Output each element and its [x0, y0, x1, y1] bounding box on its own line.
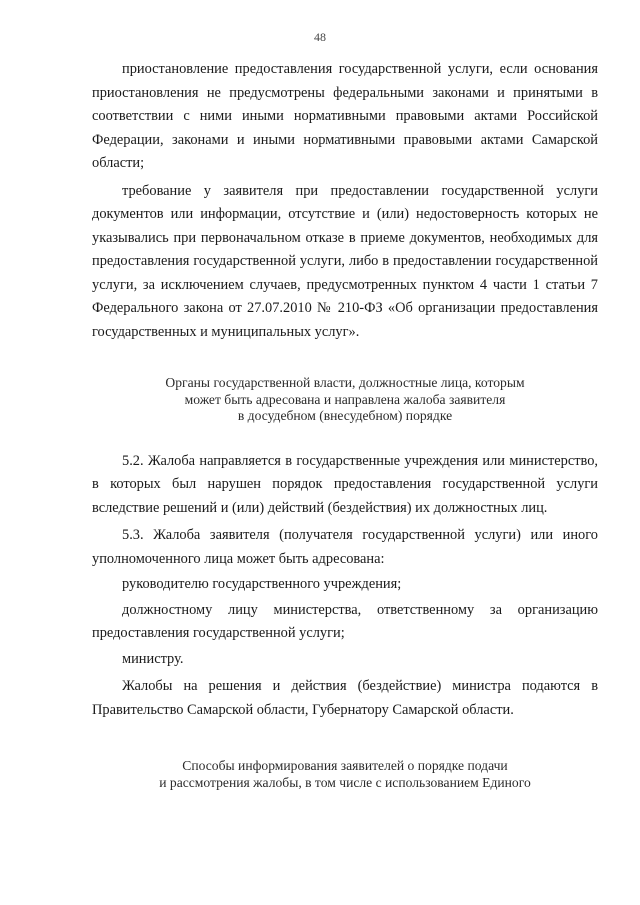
list-item-ministry-official: должностному лицу министерства, ответственному за организацию предоставления государственной услуги; [92, 601, 598, 641]
document-body [92, 58, 598, 791]
section-heading-complaint-addressees [92, 375, 598, 425]
list-item-institution-head: руководителю государственного учреждения; [122, 576, 402, 592]
paragraph-5-2: 5.2. Жалоба направляется в государственные учреждения или министерство, в которых был нарушен порядок предоставления государственной услуги вследствие решений и (или) действий (бездействия) их должностных лиц. [92, 452, 598, 516]
list-item-minister: министру. [122, 650, 184, 667]
heading-line: и рассмотрения жалобы, в том числе с использованием Единого [159, 774, 531, 790]
paragraph-minister-complaints: Жалобы на решения и действия (бездействие) министра подаются в Правительство Самарской области, Губернатору Самарской области. [92, 678, 598, 718]
heading-line: может быть адресована и направлена жалоба заявителя [184, 391, 506, 407]
heading-line: Способы информирования заявителей о порядке подачи [182, 758, 508, 773]
heading-line: в досудебном (внесудебном) порядке [237, 408, 453, 423]
page-number: 48 [314, 30, 326, 44]
paragraph-5-3: 5.3. Жалоба заявителя (получателя государственной услуги) или иного уполномоченного лица может быть адресована: [92, 527, 598, 567]
paragraph-suspension-grounds: приостановление предоставления государственной услуги, если основания приостановления не предусмотрены федеральными законами и принятыми в соответствии с ними иными нормативными правовыми актами Российской Федерации, законами и иными нормативными правовыми актами Самарской области; [92, 61, 598, 171]
heading-line: Органы государственной власти, должностные лица, которым [165, 375, 525, 390]
section-heading-informing-methods [92, 758, 598, 791]
paragraph-document-requirement: требование у заявителя при предоставлении государственной услуги документов или информации, отсутствие и (или) недостоверность которых не указывались при первоначальном отказе в приеме документов, необходимых для предоставления государственной услуги, либо в предоставлении государственной услуги, за исключением случаев, предусмотренных пунктом 4 части 1 статьи 7 Федерального закона от 27.07.2010 № 210-ФЗ «Об организации предоставления государственных и муниципальных услуг». [92, 182, 598, 340]
